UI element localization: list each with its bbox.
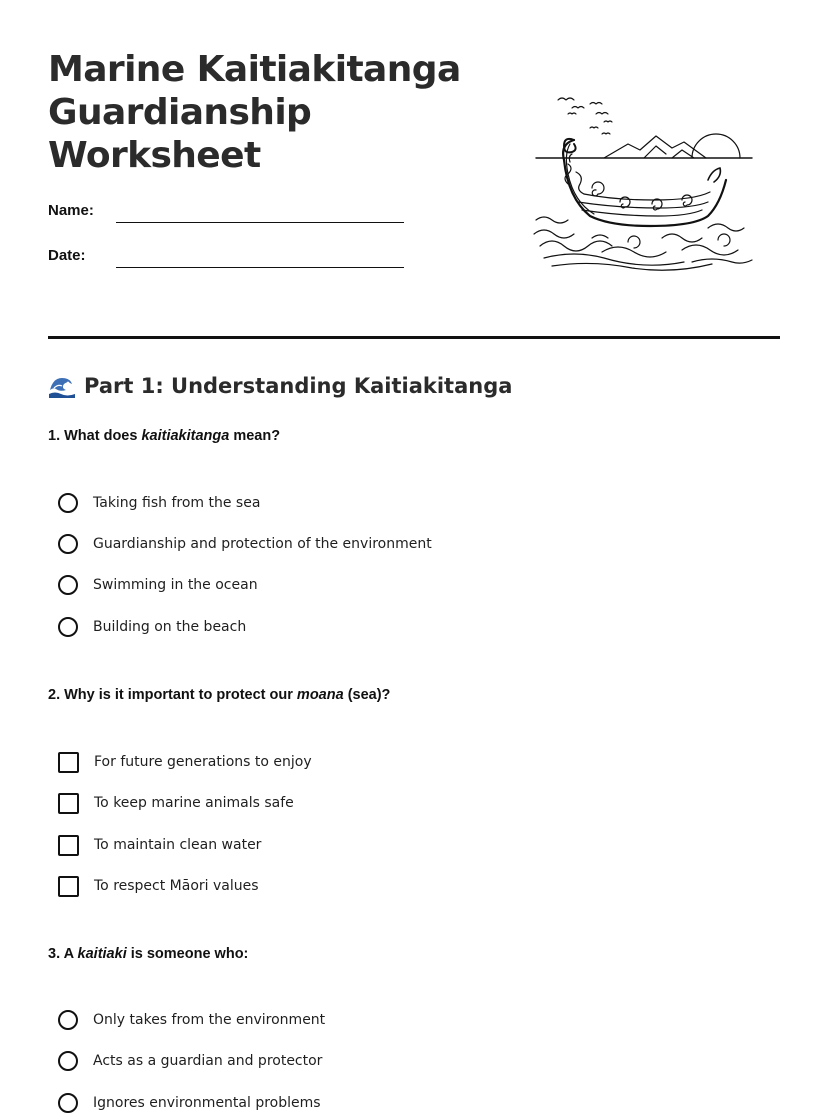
checkbox[interactable] <box>58 752 79 773</box>
q3-option-3[interactable] <box>58 1091 321 1115</box>
worksheet-page <box>48 0 780 1111</box>
question-2 <box>48 687 390 703</box>
question-1-suffix: mean? <box>229 428 281 444</box>
option-label: To maintain clean water <box>94 837 262 853</box>
option-label: Guardianship and protection of the environment <box>93 536 432 552</box>
question-2-suffix: (sea)? <box>343 687 391 703</box>
q2-option-2[interactable] <box>58 791 294 815</box>
date-field[interactable] <box>48 245 408 269</box>
q1-option-4[interactable] <box>58 615 246 639</box>
section-title-part-1 <box>48 374 512 398</box>
date-line[interactable] <box>116 267 404 268</box>
radio-button[interactable] <box>58 1093 78 1113</box>
option-label: Building on the beach <box>93 619 247 635</box>
radio-button[interactable] <box>58 575 78 595</box>
name-field[interactable] <box>48 200 408 224</box>
name-line[interactable] <box>116 222 404 223</box>
q3-option-1[interactable] <box>58 1008 325 1032</box>
question-1-emphasis: kaitiakitanga <box>141 428 230 444</box>
wave-icon <box>48 374 76 398</box>
checkbox[interactable] <box>58 835 79 856</box>
q3-option-2[interactable] <box>58 1049 322 1073</box>
title-line-3: Worksheet <box>48 135 261 176</box>
option-label: To keep marine animals safe <box>94 795 294 811</box>
question-2-emphasis: moana <box>296 687 344 703</box>
section-divider <box>48 336 780 339</box>
option-label: Ignores environmental problems <box>93 1095 321 1111</box>
radio-button[interactable] <box>58 534 78 554</box>
worksheet-header <box>48 0 780 340</box>
radio-button[interactable] <box>58 617 78 637</box>
question-1 <box>48 428 280 444</box>
q1-option-2[interactable] <box>58 532 432 556</box>
waka-canoe-icon <box>532 92 754 274</box>
radio-button[interactable] <box>58 1010 78 1030</box>
q2-option-1[interactable] <box>58 750 312 774</box>
question-3-prefix: 3. A <box>48 946 78 962</box>
name-label: Name: <box>48 202 94 219</box>
question-3 <box>48 946 248 962</box>
q2-option-4[interactable] <box>58 874 259 898</box>
page-title <box>48 48 468 177</box>
q1-option-3[interactable] <box>58 573 258 597</box>
option-label: Taking fish from the sea <box>93 495 261 511</box>
checkbox[interactable] <box>58 793 79 814</box>
title-line-2: Guardianship <box>48 92 312 133</box>
radio-button[interactable] <box>58 493 78 513</box>
date-label: Date: <box>48 247 86 264</box>
question-3-emphasis: kaitiaki <box>77 946 127 962</box>
option-label: To respect Māori values <box>94 878 259 894</box>
question-1-prefix: 1. What does <box>48 428 142 444</box>
option-label: Swimming in the ocean <box>93 577 258 593</box>
option-label: Acts as a guardian and protector <box>93 1053 323 1069</box>
checkbox[interactable] <box>58 876 79 897</box>
q1-option-1[interactable] <box>58 491 260 515</box>
title-line-1: Marine Kaitiakitanga <box>48 49 461 90</box>
q2-option-3[interactable] <box>58 833 261 857</box>
option-label: Only takes from the environment <box>93 1012 326 1028</box>
option-label: For future generations to enjoy <box>94 754 312 770</box>
question-2-prefix: 2. Why is it important to protect our <box>48 687 297 703</box>
radio-button[interactable] <box>58 1051 78 1071</box>
question-3-suffix: is someone who: <box>126 946 249 962</box>
section-title-text: Part 1: Understanding Kaitiakitanga <box>84 374 513 398</box>
